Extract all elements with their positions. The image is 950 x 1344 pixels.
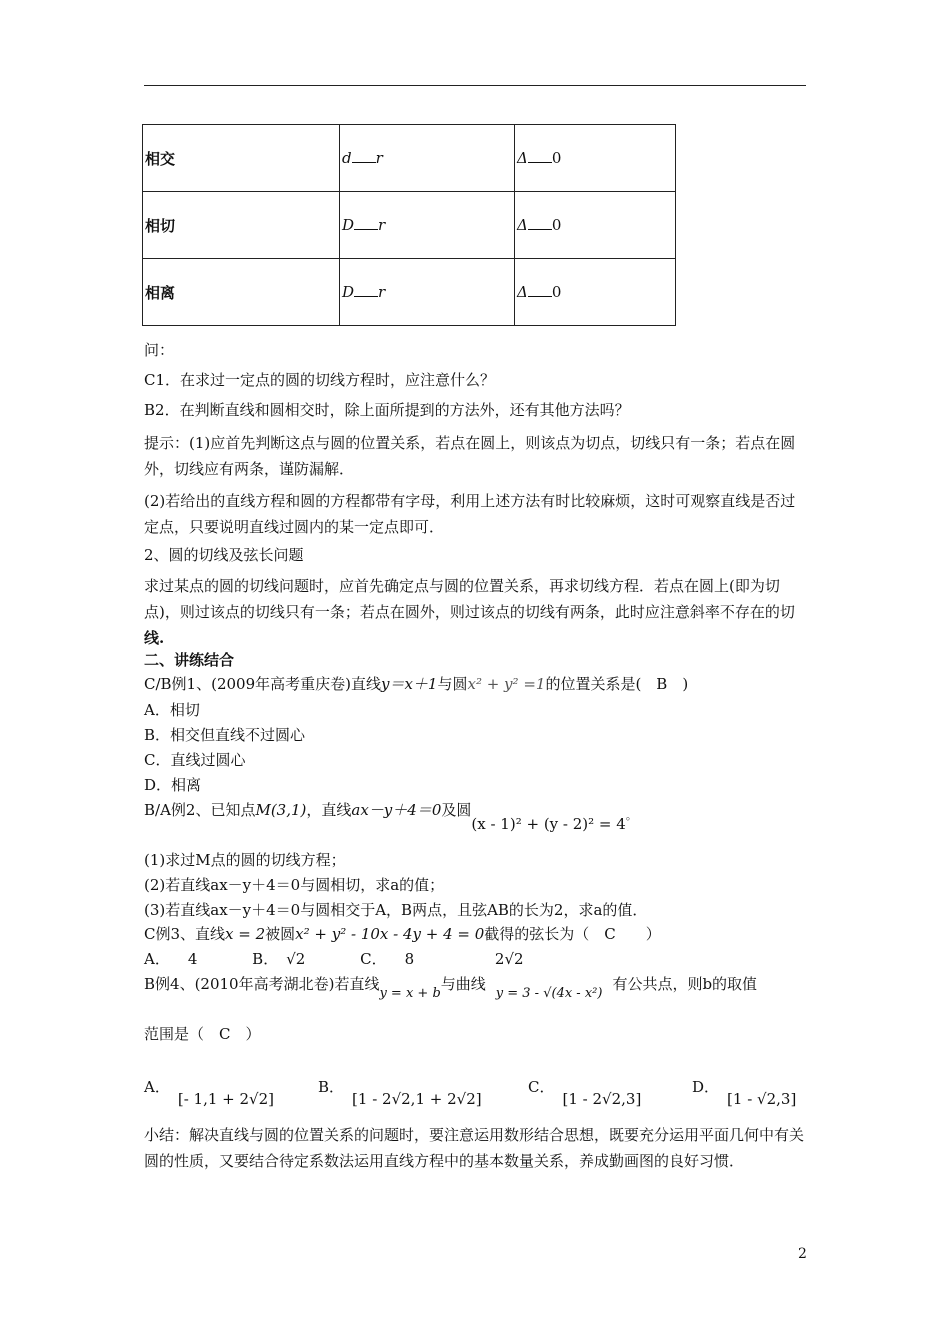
discriminant-cell: Δ 0: [515, 192, 676, 259]
example-4: B例4、(2010年高考湖北卷)若直线y = x + b与曲线y = 3 - √(4x - x²)有公共点，则b的取值: [144, 975, 758, 1001]
example-2-part-2: (2)若直线ax－y＋4＝0与圆相切，求a的值；: [144, 876, 445, 894]
questions-label: 问：: [144, 341, 175, 359]
relation-cell: 相交: [143, 125, 340, 192]
distance-cell: D r: [340, 192, 515, 259]
table-row: [143, 259, 676, 326]
example-1-option-d: D．相离: [144, 776, 202, 794]
example-1: C/B例1、(2009年高考重庆卷)直线y＝x＋1与圆x² + y² =1的位置关系是( B ): [144, 675, 689, 693]
section2-title: 2、圆的切线及弦长问题: [144, 546, 304, 564]
table-row: [143, 192, 676, 259]
example-3-options: A． 4 B． √2 C． 8 2√2: [144, 950, 524, 968]
example-3: C例3、直线x = 2被圆x² + y² - 10x - 4y + 4 = 0截得的弦长为（ C ）: [144, 925, 661, 943]
example-2-part-3: (3)若直线ax－y＋4＝0与圆相交于A，B两点，且弦AB的长为2，求a的值．: [144, 901, 648, 919]
example-4-line2: 范围是（ C ）: [144, 1025, 261, 1043]
discriminant-cell: Δ 0: [515, 125, 676, 192]
hint-1: 提示：(1)应首先判断这点与圆的位置关系，若点在圆上，则该点为切点，切线只有一条；若点在圆外，切线应有两条，谨防漏解．: [144, 434, 796, 478]
relation-table: [142, 124, 676, 326]
example-4-option-d: D．[1 - √2,3]: [692, 1078, 797, 1108]
example-1-option-b: B．相交但直线不过圆心: [144, 726, 306, 744]
relation-cell: 相切: [143, 192, 340, 259]
distance-cell: d r: [340, 125, 515, 192]
example-4-option-c: C．[1 - 2√2,3]: [528, 1078, 642, 1108]
example-1-option-c: C．直线过圆心: [144, 751, 246, 769]
question-c1: C1．在求过一定点的圆的切线方程时，应注意什么？: [144, 371, 496, 389]
section2-body: 求过某点的圆的切线问题时，应首先确定点与圆的位置关系，再求切线方程．若点在圆上(即为切点)，则过该点的切线只有一条；若点在圆外，则过该点的切线有两条，此时应注意斜率不存在的切线.: [144, 577, 795, 647]
example-4-option-a: A．[- 1,1 + 2√2]: [144, 1078, 274, 1108]
practice-heading: 二、讲练结合: [144, 651, 235, 669]
example-1-option-a: A．相切: [144, 701, 200, 719]
discriminant-cell: Δ 0: [515, 259, 676, 326]
example-2-part-1: (1)求过M点的圆的切线方程；: [144, 851, 346, 869]
page-number: 2: [798, 1246, 807, 1262]
distance-cell: D r: [340, 259, 515, 326]
question-b2: B2．在判断直线和圆相交时，除上面所提到的方法外，还有其他方法吗？: [144, 401, 630, 419]
table-row: [143, 125, 676, 192]
example-4-option-b: B．[1 - 2√2,1 + 2√2]: [318, 1078, 482, 1108]
hint-2: (2)若给出的直线方程和圆的方程都带有字母，利用上述方法有时比较麻烦，这时可观察直线是否过定点，只要说明直线过圆内的某一定点即可．: [144, 492, 796, 536]
header-rule: [144, 85, 806, 86]
example-2: B/A例2、已知点M(3,1)，直线ax－y＋4＝0及圆$(x - 1)^2 + (y - 2)^2 = 4_。$: [144, 801, 637, 833]
summary: 小结：解决直线与圆的位置关系的问题时，要注意运用数形结合思想，既要充分运用平面几何中有关圆的性质，又要结合待定系数法运用直线方程中的基本数量关系，养成勤画图的良好习惯．: [144, 1126, 805, 1170]
relation-cell: 相离: [143, 259, 340, 326]
